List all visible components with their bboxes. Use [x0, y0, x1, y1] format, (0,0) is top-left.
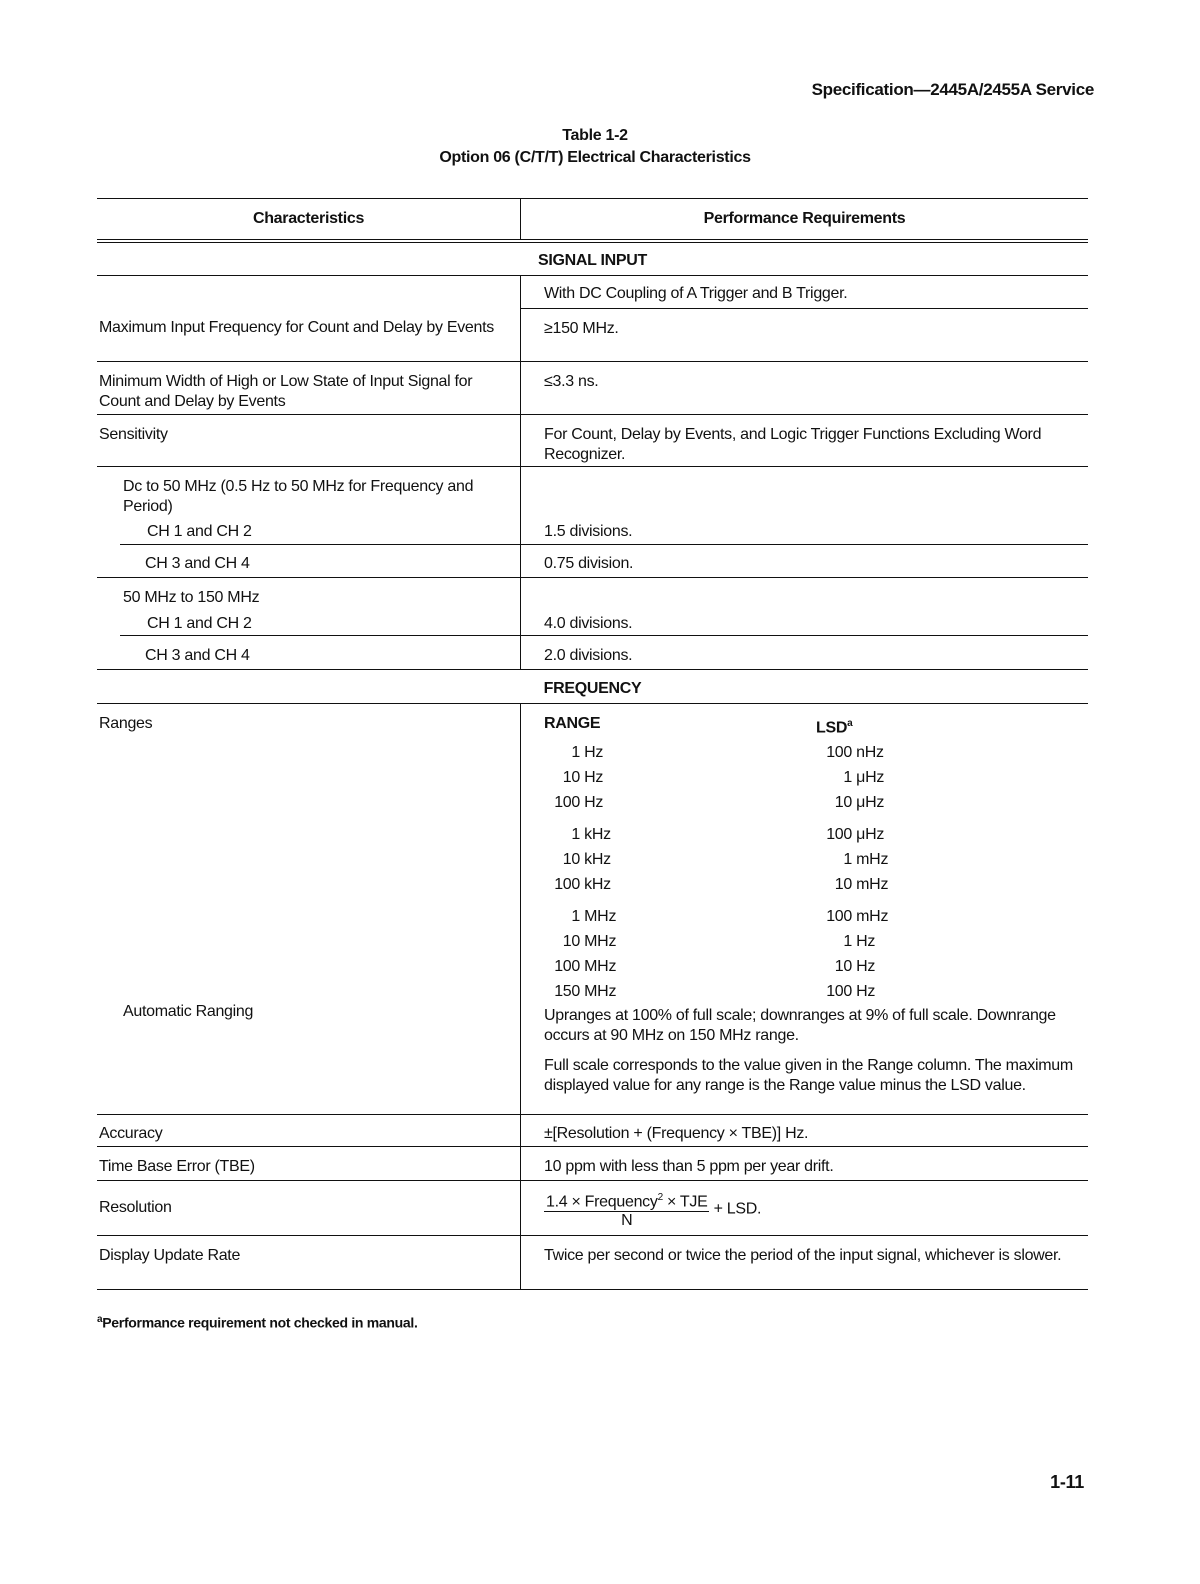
range-number: 100 [554, 958, 580, 976]
range-unit: Hz [584, 794, 604, 812]
formula-numerator: × TJE [662, 1193, 708, 1211]
table-row [97, 545, 1088, 578]
footnote-mark: a [847, 718, 853, 729]
table-row [97, 415, 1088, 467]
range-number: 150 [554, 983, 580, 1001]
resolution-formula [521, 1181, 1088, 1235]
range-unit: kHz [584, 851, 611, 869]
lsd-unit: μHz [856, 826, 885, 844]
cell-label: CH 3 and CH 4 [97, 636, 521, 669]
section-title: FREQUENCY [543, 680, 642, 697]
lsd-value [816, 954, 1016, 979]
lsd-number: 100 [826, 826, 852, 844]
cell-label: Display Update Rate [97, 1236, 521, 1289]
range-value [544, 954, 816, 979]
lsd-value [816, 765, 1016, 790]
range-value [544, 790, 816, 815]
table-row [97, 362, 1088, 415]
formula-exponent: 2 [657, 1192, 663, 1203]
cell-label: Ranges [99, 715, 153, 732]
cell-label: CH 1 and CH 2 [147, 615, 252, 632]
range-value [544, 740, 816, 765]
cell-label: Minimum Width of High or Low State of Input Signal for Count and Delay by Events [97, 362, 521, 414]
lsd-unit: Hz [856, 933, 876, 951]
cell-value: 1.5 divisions. [544, 523, 633, 540]
table-title: Option 06 (C/T/T) Electrical Characteristics [439, 149, 751, 166]
lsd-unit: μHz [856, 769, 885, 787]
cell-value: ≥150 MHz. [544, 320, 619, 337]
formula-numerator: 1.4 × Frequency [546, 1193, 658, 1211]
lsd-number: 10 [834, 876, 852, 894]
range-number: 1 [571, 908, 580, 926]
lsd-value [816, 847, 1016, 872]
range-number: 1 [571, 744, 580, 762]
range-number: 10 [562, 933, 580, 951]
table-row [97, 636, 1088, 670]
cell-value: 2.0 divisions. [544, 647, 633, 664]
range-unit: kHz [584, 826, 611, 844]
range-value [544, 872, 816, 897]
lsd-unit: Hz [856, 958, 876, 976]
cell-value: With DC Coupling of A Trigger and B Trigger. [521, 276, 1088, 309]
table-row [97, 1181, 1088, 1236]
lsd-unit: mHz [856, 876, 889, 894]
range-value [544, 929, 816, 954]
lsd-unit: μHz [856, 794, 885, 812]
cell-label: Accuracy [97, 1115, 521, 1146]
range-header: RANGE [544, 715, 601, 732]
lsd-number: 1 [843, 851, 852, 869]
range-value [544, 822, 816, 847]
range-unit: MHz [584, 908, 617, 926]
lsd-value [816, 979, 1016, 1004]
range-number: 1 [571, 826, 580, 844]
lsd-number: 100 [826, 744, 852, 762]
range-unit: MHz [584, 933, 617, 951]
range-value [544, 904, 816, 929]
cell-value: 10 ppm with less than 5 ppm per year drift. [544, 1158, 834, 1175]
section-title: SIGNAL INPUT [537, 252, 647, 269]
cell-label: CH 1 and CH 2 [147, 523, 252, 540]
lsd-number: 100 [826, 983, 852, 1001]
range-unit: Hz [584, 744, 604, 762]
column-header: Characteristics [97, 199, 521, 239]
running-header: Specification—2445A/2455A Service [811, 80, 1094, 99]
lsd-value [816, 740, 1016, 765]
footnote-text: Performance requirement not checked in manual. [102, 1314, 418, 1331]
table-row [97, 467, 1088, 545]
lsd-number: 1 [843, 769, 852, 787]
table-row [97, 276, 1088, 362]
lsd-unit: mHz [856, 908, 889, 926]
full-scale-note: Full scale corresponds to the value given in the Range column. The maximum displayed value for any range is the Range value minus the LSD value. [544, 1057, 1073, 1095]
lsd-value [816, 904, 1016, 929]
cell-label: Maximum Input Frequency for Count and Delay by Events [97, 276, 521, 361]
range-value [544, 765, 816, 790]
lsd-header: LSD [816, 719, 848, 737]
table-row [97, 704, 1088, 1115]
lsd-value [816, 929, 1016, 954]
cell-label: CH 3 and CH 4 [97, 545, 521, 577]
lsd-value [816, 790, 1016, 815]
column-header: Performance Requirements [703, 210, 906, 227]
footnote-mark: a [97, 1314, 103, 1325]
cell-label: Automatic Ranging [123, 1003, 254, 1020]
table-row [97, 1115, 1088, 1147]
footnote [97, 1314, 418, 1331]
cell-value: ≤3.3 ns. [544, 373, 599, 390]
formula-tail: + LSD. [713, 1200, 762, 1218]
table-row [97, 1236, 1088, 1290]
lsd-unit: mHz [856, 851, 889, 869]
range-unit: MHz [584, 983, 617, 1001]
range-unit: kHz [584, 876, 611, 894]
range-value [544, 847, 816, 872]
cell-value: 4.0 divisions. [544, 615, 633, 632]
cell-label: Dc to 50 MHz (0.5 Hz to 50 MHz for Frequency and Period) [123, 478, 474, 515]
lsd-number: 10 [834, 794, 852, 812]
range-table [544, 711, 1082, 1004]
characteristics-table [97, 198, 1088, 1290]
table-header-row [97, 199, 1088, 243]
table-number: Table 1-2 [562, 127, 628, 144]
cell-value: For Count, Delay by Events, and Logic Trigger Functions Excluding Word Recognizer. [544, 426, 1042, 463]
table-row [97, 1147, 1088, 1181]
table-row [97, 578, 1088, 636]
range-number: 100 [554, 794, 580, 812]
auto-ranging-value: Upranges at 100% of full scale; downranges at 9% of full scale. Downrange occurs at 90 MHz on 150 MHz range. [544, 1007, 1056, 1045]
lsd-number: 1 [843, 933, 852, 951]
lsd-value [816, 872, 1016, 897]
cell-value: 0.75 division. [544, 555, 634, 572]
lsd-unit: nHz [856, 744, 884, 762]
cell-label: Time Base Error (TBE) [97, 1147, 521, 1180]
lsd-value [816, 822, 1016, 847]
section-row [97, 244, 1088, 276]
range-unit: Hz [584, 769, 604, 787]
cell-label: Sensitivity [97, 415, 521, 466]
page-number: 1-11 [1050, 1472, 1084, 1492]
cell-value: ±[Resolution + (Frequency × TBE)] Hz. [544, 1125, 809, 1142]
cell-label: 50 MHz to 150 MHz [123, 589, 260, 606]
formula-denominator: N [621, 1212, 633, 1230]
lsd-number: 10 [834, 958, 852, 976]
range-number: 10 [562, 851, 580, 869]
cell-value: Twice per second or twice the period of the input signal, whichever is slower. [544, 1247, 1062, 1264]
section-row [97, 670, 1088, 704]
range-number: 10 [562, 769, 580, 787]
range-value [544, 979, 816, 1004]
lsd-number: 100 [826, 908, 852, 926]
cell-label: Resolution [97, 1181, 521, 1235]
range-number: 100 [554, 876, 580, 894]
lsd-unit: Hz [856, 983, 876, 1001]
range-unit: MHz [584, 958, 617, 976]
